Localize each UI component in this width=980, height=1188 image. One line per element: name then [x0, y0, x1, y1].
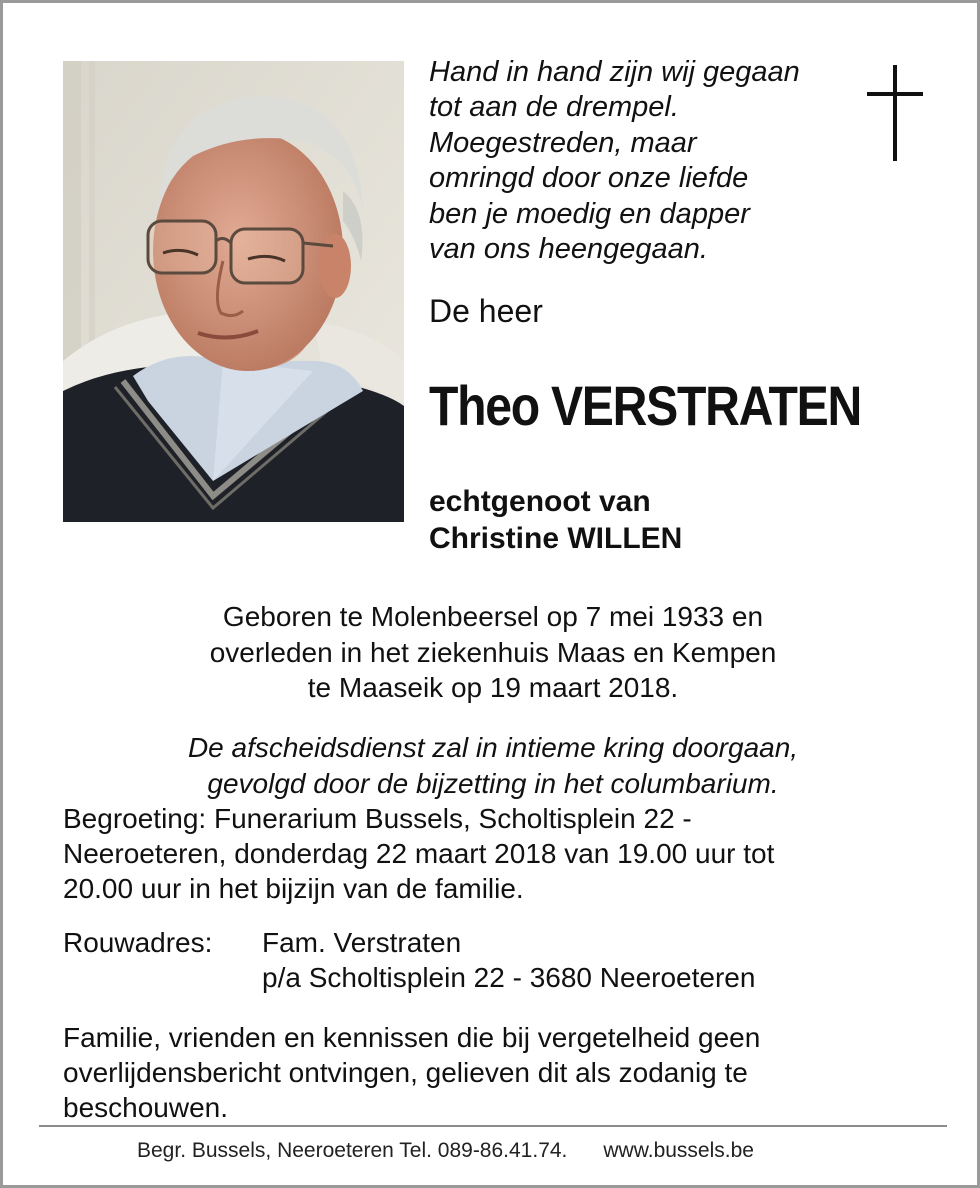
spouse-name: Christine WILLEN — [429, 522, 683, 555]
funeral-service-info — [63, 730, 923, 801]
poem-line: omringd door onze liefde — [429, 162, 749, 195]
address-label: Rouwadres: — [63, 927, 213, 958]
spouse-line: echtgenoot van — [429, 485, 651, 518]
cross-icon — [865, 65, 925, 163]
service-line: De afscheidsdienst zal in intieme kring doorgaan, — [187, 732, 799, 763]
poem-line: van ons heengegaan. — [429, 233, 708, 266]
portrait-photo — [63, 61, 404, 522]
notice-text — [63, 1020, 943, 1125]
salutation: De heer — [429, 293, 543, 329]
birth-line: Geboren te Molenbeersel op 7 mei 1933 en — [222, 601, 764, 632]
poem-line: tot aan de drempel. — [429, 91, 679, 124]
address-line: p/a Scholtisplein 22 - 3680 Neeroeteren — [262, 962, 756, 993]
birth-death-info — [63, 599, 923, 706]
greeting-line: Neeroeteren, donderdag 22 maart 2018 van 19.00 uur tot — [63, 838, 775, 869]
notice-line: Familie, vrienden en kennissen die bij vergetelheid geen — [63, 1022, 761, 1053]
deceased-name: Theo VERSTRATEN — [429, 374, 861, 437]
footer-divider — [39, 1125, 947, 1127]
poem — [429, 55, 859, 267]
footer — [137, 1137, 754, 1165]
birth-line: overleden in het ziekenhuis Maas en Kempen — [209, 636, 777, 668]
greeting-line: 20.00 uur in het bijzijn van de familie. — [63, 873, 524, 904]
notice-line: overlijdensbericht ontvingen, gelieven dit als zodanig te — [63, 1057, 748, 1088]
address-line: Fam. Verstraten — [262, 927, 462, 958]
poem-line: Hand in hand zijn wij gegaan — [429, 56, 800, 88]
poem-line: Moegestreden, maar — [429, 126, 697, 159]
greeting-line: Begroeting: Funerarium Bussels, Scholtisplein 22 - — [63, 803, 692, 834]
spouse-info — [429, 483, 682, 557]
service-line: gevolgd door de bijzetting in het columbarium. — [207, 767, 779, 799]
footer-website-link[interactable]: www.bussels.be — [603, 1139, 754, 1162]
greeting-info — [63, 801, 943, 906]
notice-line: beschouwen. — [63, 1092, 229, 1123]
footer-company: Begr. Bussels, Neeroeteren Tel. 089-86.41.74. — [137, 1139, 568, 1162]
poem-line: ben je moedig en dapper — [429, 197, 750, 230]
birth-line: te Maaseik op 19 maart 2018. — [307, 672, 679, 703]
